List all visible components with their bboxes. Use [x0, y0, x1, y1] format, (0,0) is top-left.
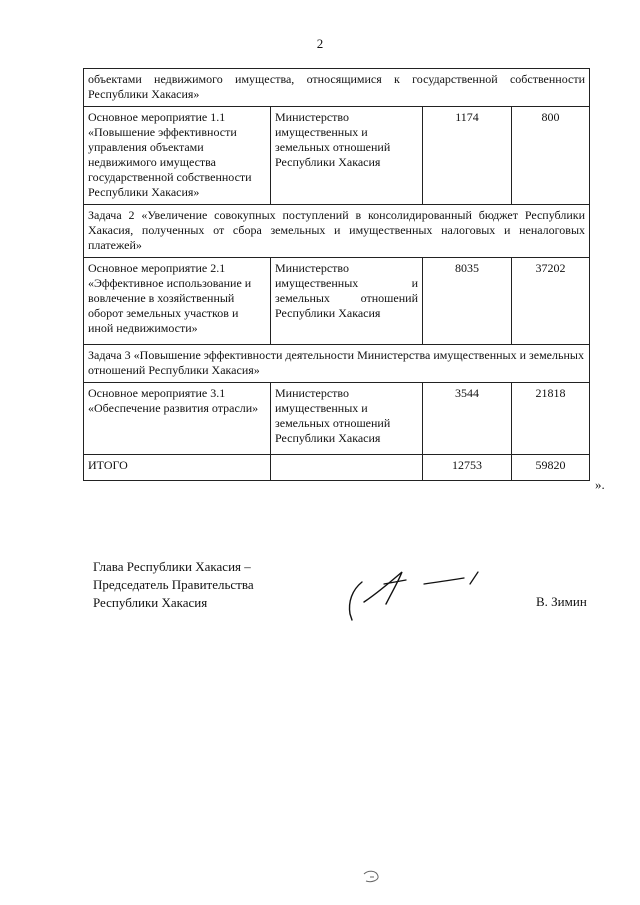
measure-cell: Основное мероприятие 1.1 «Повышение эффективности управления объектами недвижимого имущества государственной собственности Республики Хакасия»	[84, 107, 271, 205]
table-row	[84, 107, 590, 205]
total-value-cell: 59820	[512, 455, 590, 481]
executor-cell: Министерство имущественных и земельных отношений Республики Хакасия	[271, 383, 423, 455]
signatory-title-line: Глава Республики Хакасия –	[93, 559, 251, 574]
task-cell: объектами недвижимого имущества, относящимися к государственной собственности Республики Хакасия»	[84, 69, 590, 107]
executor-cell	[271, 455, 423, 481]
table-row	[84, 69, 590, 107]
value-cell: 3544	[423, 383, 512, 455]
value-cell: 21818	[512, 383, 590, 455]
program-table	[83, 68, 590, 481]
task-cell: Задача 2 «Увеличение совокупных поступлений в консолидированный бюджет Республики Хакасия, полученных от сбора земельных и имущественных налоговых и неналоговых платежей»	[84, 205, 590, 258]
table-row	[84, 258, 590, 345]
table-row	[84, 345, 590, 383]
signatory-title-line: Председатель Правительства	[93, 577, 254, 592]
signatory-title	[93, 558, 254, 612]
value-cell: 37202	[512, 258, 590, 345]
scan-mark-icon	[360, 868, 384, 886]
total-label-cell: ИТОГО	[84, 455, 271, 481]
measure-cell: Основное мероприятие 2.1 «Эффективное использование и вовлечение в хозяйственный оборот земельных участков и иной недвижимости»	[84, 258, 271, 345]
measure-cell: Основное мероприятие 3.1 «Обеспечение развития отрасли»	[84, 383, 271, 455]
table-row	[84, 205, 590, 258]
value-cell: 1174	[423, 107, 512, 205]
task-cell: Задача 3 «Повышение эффективности деятельности Министерства имущественных и земельных отношений Республики Хакасия»	[84, 345, 590, 383]
signatory-name: В. Зимин	[536, 594, 587, 609]
value-cell: 8035	[423, 258, 512, 345]
executor-cell: Министерство имущественных и земельных отношений Республики Хакасия	[271, 258, 423, 345]
table-row	[84, 455, 590, 481]
value-cell: 800	[512, 107, 590, 205]
total-value-cell: 12753	[423, 455, 512, 481]
executor-cell: Министерство имущественных и земельных отношений Республики Хакасия	[271, 107, 423, 205]
table-row	[84, 383, 590, 455]
handwritten-signature	[340, 560, 490, 630]
closing-quote-mark: ».	[595, 477, 605, 492]
signatory-title-line: Республики Хакасия	[93, 595, 208, 610]
page-number: 2	[316, 36, 324, 51]
